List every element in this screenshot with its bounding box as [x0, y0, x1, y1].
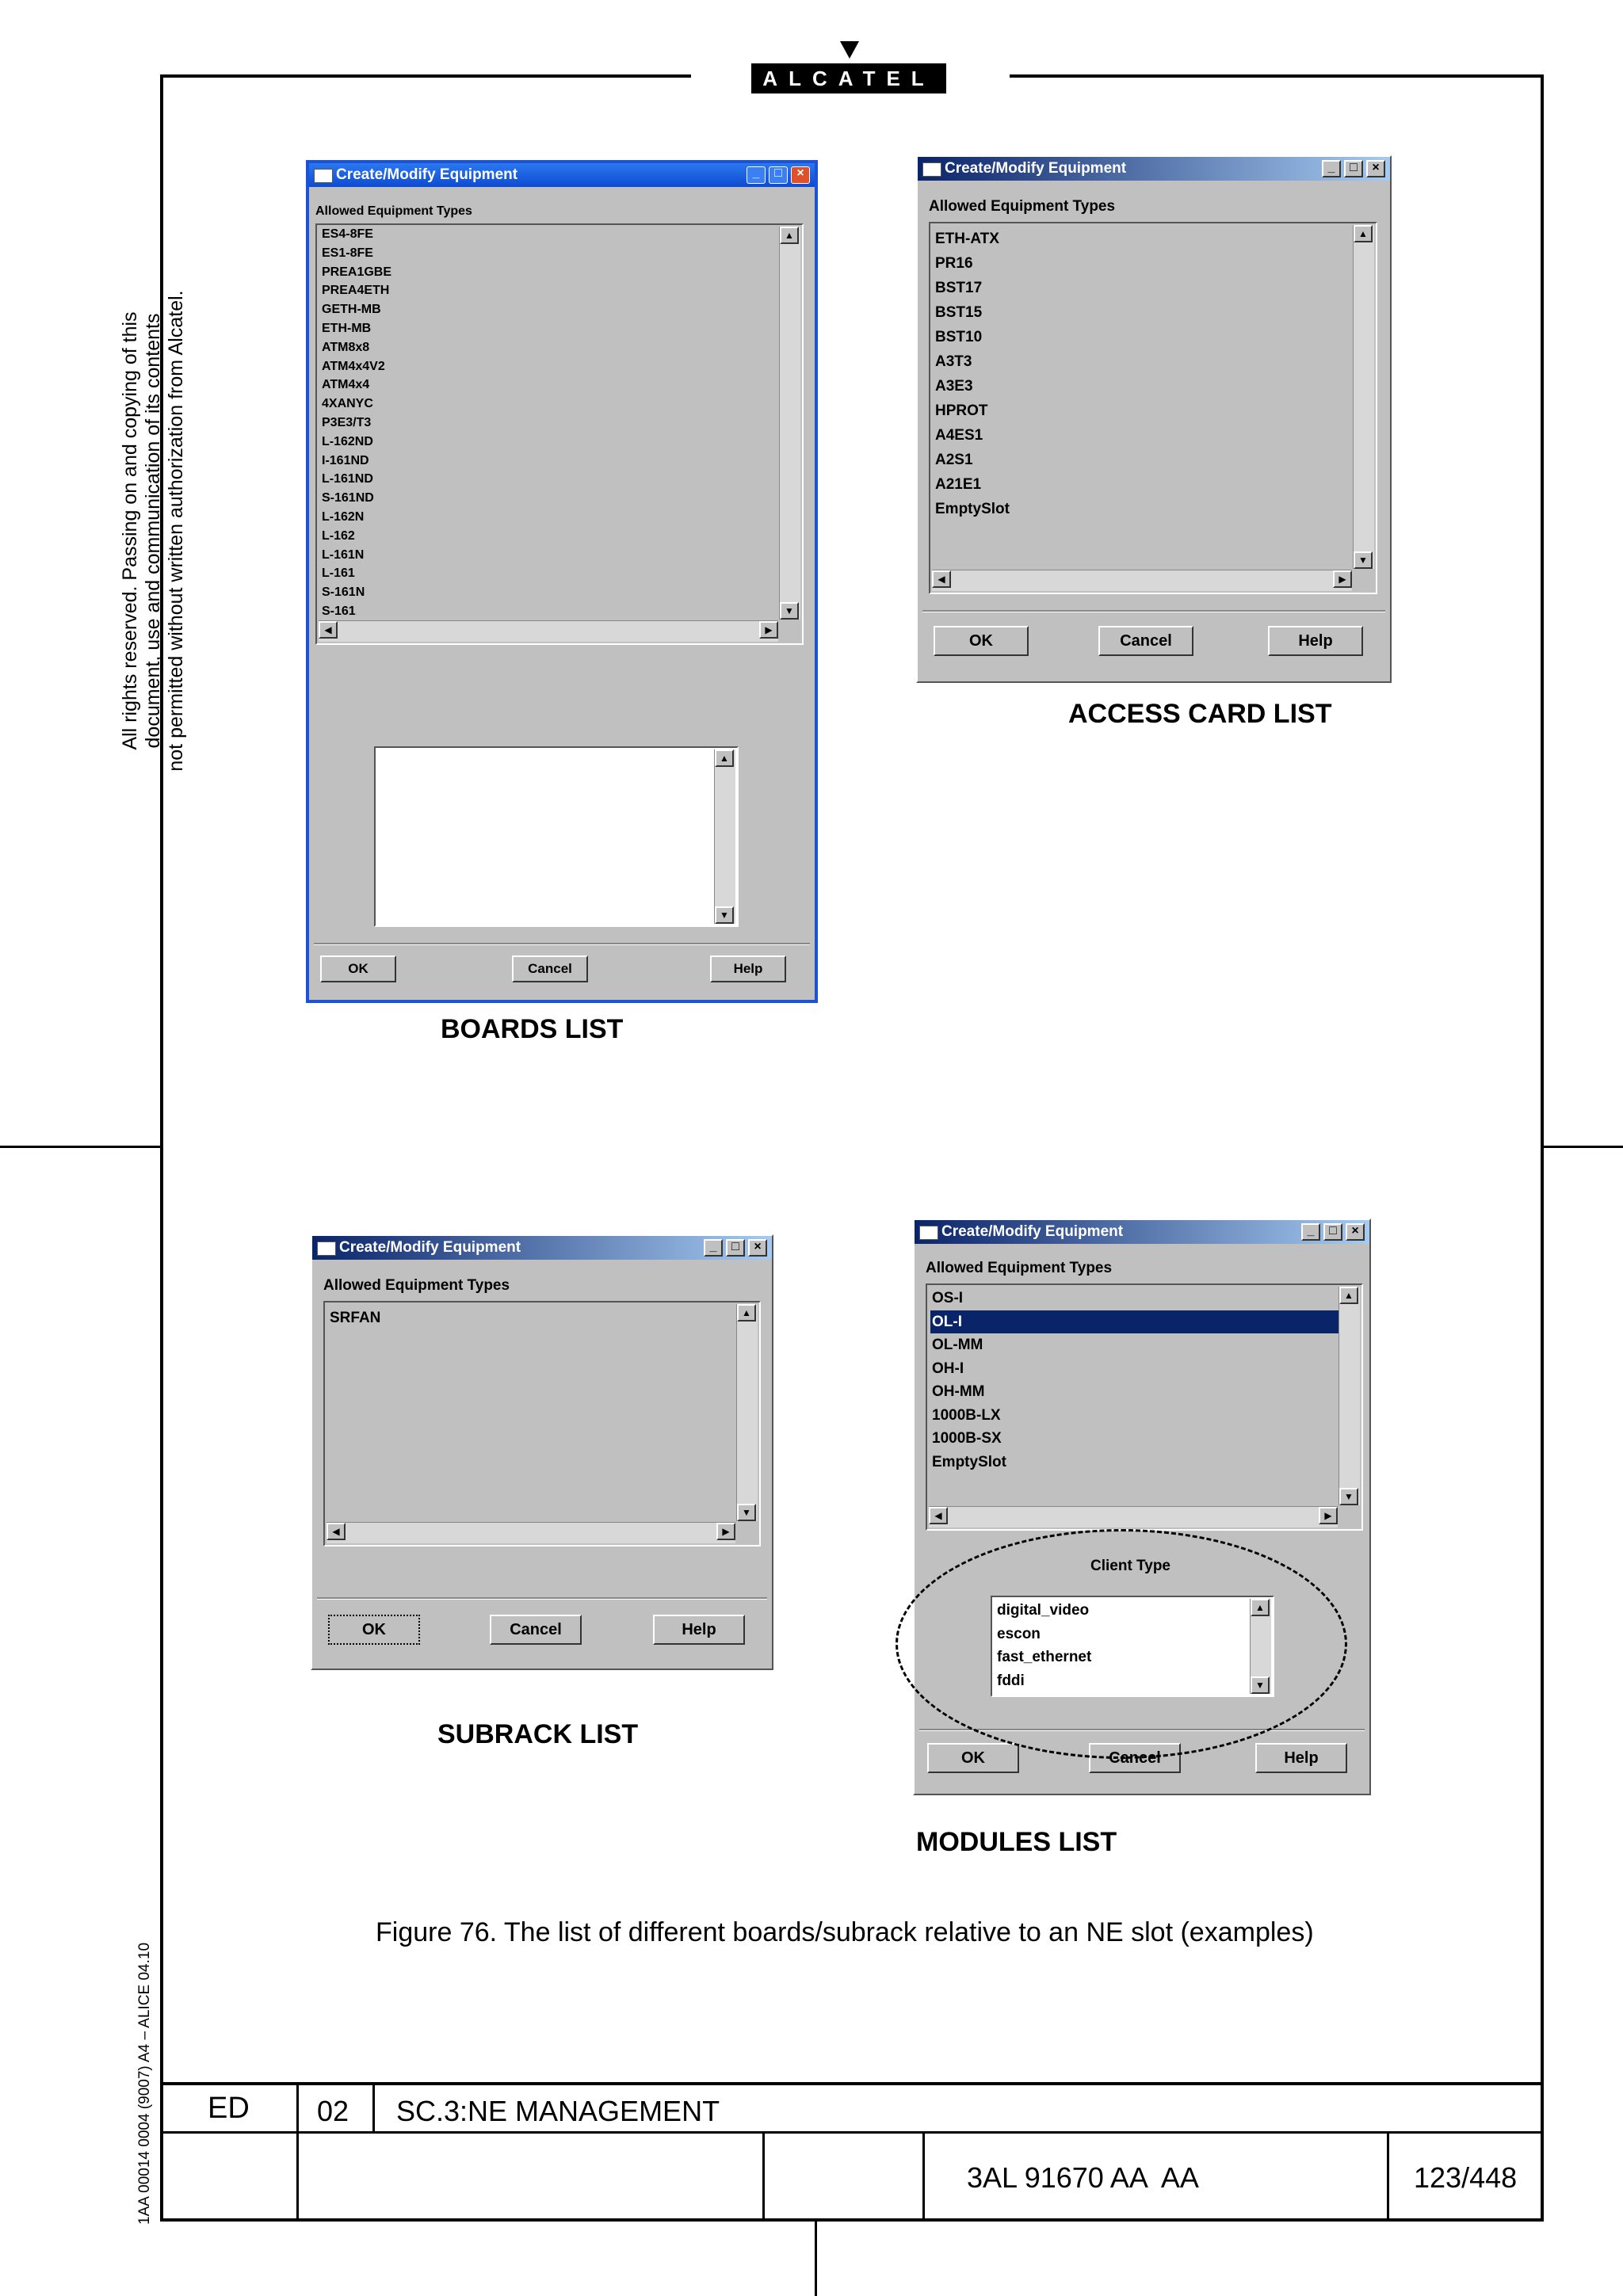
- list-item[interactable]: L-162ND: [322, 434, 373, 448]
- list-label: Allowed Equipment Types: [323, 1277, 510, 1294]
- access-titlebar: [918, 157, 1390, 181]
- subrack-titlebar: [312, 1236, 772, 1260]
- list-item[interactable]: HPROT: [935, 402, 988, 419]
- footer-line-top: [160, 2082, 1544, 2085]
- scroll-right-icon[interactable]: ▶: [1333, 570, 1352, 588]
- ok-button[interactable]: OK: [934, 626, 1029, 656]
- page-frame-bottom: [160, 2218, 1544, 2222]
- vertical-scrollbar[interactable]: [736, 1304, 758, 1521]
- footer-line-middle: [160, 2131, 1544, 2134]
- equipment-types-list[interactable]: [929, 222, 1377, 594]
- list-item[interactable]: ATM8x8: [322, 340, 370, 354]
- help-button[interactable]: Help: [1268, 626, 1363, 656]
- ok-button[interactable]: OK: [320, 955, 396, 982]
- equipment-types-list[interactable]: [926, 1283, 1363, 1531]
- footer-divider: [762, 2131, 765, 2218]
- list-item[interactable]: OH-MM: [932, 1383, 985, 1400]
- list-item[interactable]: A4ES1: [935, 427, 983, 444]
- list-item[interactable]: SRFAN: [330, 1310, 381, 1326]
- client-type-label: Client Type: [1090, 1558, 1170, 1574]
- copyright-line: document, use and communication of its contents: [142, 313, 164, 749]
- list-item[interactable]: ATM4x4: [322, 378, 370, 392]
- subrack-window: [311, 1234, 773, 1670]
- scroll-up-icon[interactable]: ▲: [1251, 1599, 1270, 1616]
- list-item[interactable]: L-162: [322, 528, 355, 543]
- equipment-types-list[interactable]: [323, 1301, 761, 1547]
- footer-divider: [922, 2131, 925, 2218]
- minimize-icon[interactable]: _: [1322, 160, 1341, 177]
- list-item[interactable]: L-161N: [322, 547, 365, 562]
- list-item[interactable]: BST15: [935, 304, 983, 321]
- boards-titlebar: [309, 163, 815, 187]
- window-title: Create/Modify Equipment: [941, 1223, 1124, 1240]
- page-frame-top-right: [1010, 74, 1544, 78]
- scroll-down-icon[interactable]: ▼: [780, 602, 799, 620]
- list-item[interactable]: L-161ND: [322, 472, 373, 486]
- list-item[interactable]: A3T3: [935, 353, 972, 370]
- list-item[interactable]: EmptySlot: [935, 501, 1010, 517]
- window-icon: [314, 169, 333, 183]
- vertical-scrollbar[interactable]: [714, 749, 735, 924]
- list-item[interactable]: A2S1: [935, 452, 973, 468]
- divider: [922, 610, 1385, 612]
- list-item[interactable]: OH-I: [932, 1360, 964, 1377]
- list-item[interactable]: ES4-8FE: [322, 227, 373, 241]
- ok-button[interactable]: OK: [328, 1615, 420, 1645]
- list-item[interactable]: 1000B-LX: [932, 1406, 1001, 1424]
- scroll-left-icon[interactable]: ◀: [932, 570, 951, 588]
- scroll-right-icon[interactable]: ▶: [1319, 1507, 1338, 1524]
- close-icon[interactable]: ×: [1346, 1223, 1365, 1241]
- footer-doc-number: 3AL 91670 AA AA: [967, 2161, 1199, 2194]
- figure-caption: Figure 76. The list of different boards/subrack relative to an NE slot (examples): [376, 1917, 1314, 1947]
- scroll-left-icon[interactable]: ◀: [319, 621, 338, 639]
- close-icon[interactable]: ×: [1366, 160, 1385, 177]
- footer-ed-label: ED: [208, 2092, 250, 2125]
- divider: [317, 1597, 767, 1600]
- scroll-left-icon[interactable]: ◀: [327, 1523, 346, 1540]
- list-item[interactable]: BST10: [935, 329, 983, 345]
- vertical-scrollbar[interactable]: [1353, 225, 1374, 569]
- copyright-notice: [119, 261, 188, 800]
- window-title: Create/Modify Equipment: [336, 166, 518, 183]
- list-item[interactable]: OL-I: [930, 1310, 1339, 1334]
- list-item[interactable]: ES1-8FE: [322, 246, 373, 260]
- list-item[interactable]: OS-I: [932, 1290, 964, 1306]
- window-icon: [919, 1226, 938, 1240]
- scroll-down-icon[interactable]: ▼: [715, 906, 734, 924]
- list-item[interactable]: ETH-MB: [322, 321, 372, 335]
- close-icon[interactable]: ×: [748, 1239, 767, 1257]
- list-item[interactable]: S-161ND: [322, 491, 374, 505]
- footer-section: SC.3:NE MANAGEMENT: [396, 2095, 720, 2127]
- minimize-icon[interactable]: _: [1301, 1223, 1320, 1241]
- window-icon: [317, 1241, 336, 1256]
- help-button[interactable]: Help: [1255, 1743, 1347, 1773]
- scroll-down-icon[interactable]: ▼: [737, 1504, 756, 1521]
- horizontal-scrollbar[interactable]: [319, 620, 778, 642]
- list-item[interactable]: PREA4ETH: [322, 284, 390, 298]
- horizontal-scrollbar[interactable]: [932, 570, 1352, 591]
- list-item[interactable]: 4XANYC: [322, 397, 373, 411]
- scroll-up-icon[interactable]: ▲: [737, 1304, 756, 1322]
- fold-mark-bottom: [815, 2222, 817, 2296]
- scroll-down-icon[interactable]: ▼: [1251, 1676, 1270, 1694]
- list-item[interactable]: A3E3: [935, 378, 973, 395]
- maximize-icon[interactable]: □: [769, 166, 788, 184]
- scroll-down-icon[interactable]: ▼: [1339, 1488, 1358, 1505]
- list-item[interactable]: L-161: [322, 566, 355, 581]
- list-item[interactable]: OL-MM: [932, 1337, 983, 1353]
- maximize-icon[interactable]: □: [1323, 1223, 1342, 1241]
- footer-divider: [372, 2082, 375, 2131]
- page-frame-right: [1541, 74, 1544, 2222]
- scroll-up-icon[interactable]: ▲: [1354, 225, 1373, 242]
- list-label: Allowed Equipment Types: [929, 198, 1116, 215]
- copyright-line: All rights reserved. Passing on and copying of this: [119, 311, 141, 750]
- list-item[interactable]: fddi: [997, 1672, 1025, 1689]
- fold-mark-right: [1544, 1146, 1623, 1148]
- list-item[interactable]: digital_video: [997, 1602, 1090, 1619]
- cancel-button[interactable]: Cancel: [1089, 1743, 1181, 1773]
- minimize-icon[interactable]: _: [704, 1239, 723, 1257]
- list-item[interactable]: ATM4x4V2: [322, 359, 385, 373]
- copyright-line: not permitted without written authorization from Alcatel.: [165, 290, 187, 772]
- description-box[interactable]: [374, 746, 739, 927]
- list-item[interactable]: escon: [997, 1625, 1041, 1642]
- boards-list-caption: BOARDS LIST: [441, 1014, 624, 1044]
- fold-mark-left: [0, 1146, 160, 1148]
- modules-list-caption: MODULES LIST: [916, 1827, 1117, 1857]
- cancel-button[interactable]: Cancel: [512, 955, 588, 982]
- close-icon[interactable]: ×: [791, 166, 810, 184]
- scroll-up-icon[interactable]: ▲: [1339, 1287, 1358, 1304]
- footer-divider: [1387, 2131, 1389, 2218]
- window-icon: [922, 162, 941, 177]
- help-button[interactable]: Help: [653, 1615, 745, 1645]
- maximize-icon[interactable]: □: [1344, 160, 1363, 177]
- list-item[interactable]: fast_ethernet: [997, 1649, 1092, 1665]
- minimize-icon[interactable]: _: [747, 166, 766, 184]
- scroll-up-icon[interactable]: ▲: [780, 227, 799, 244]
- equipment-types-list[interactable]: [315, 223, 804, 645]
- list-item[interactable]: EmptySlot: [932, 1453, 1006, 1470]
- access-card-list-caption: ACCESS CARD LIST: [1068, 699, 1332, 729]
- list-item[interactable]: BST17: [935, 280, 983, 296]
- list-item[interactable]: A21E1: [935, 476, 982, 493]
- modules-titlebar: [915, 1220, 1369, 1244]
- cancel-button[interactable]: Cancel: [490, 1615, 582, 1645]
- horizontal-scrollbar[interactable]: [929, 1506, 1338, 1527]
- footer-page-number: 123/448: [1414, 2161, 1518, 2194]
- vertical-scrollbar[interactable]: [779, 227, 800, 620]
- window-title: Create/Modify Equipment: [339, 1239, 521, 1256]
- divider: [314, 943, 810, 945]
- footer-ed-value: 02: [317, 2095, 349, 2127]
- alcatel-logo: ALCATEL: [751, 63, 946, 93]
- vertical-scrollbar[interactable]: [1338, 1287, 1360, 1505]
- scroll-right-icon[interactable]: ▶: [716, 1523, 735, 1540]
- scroll-left-icon[interactable]: ◀: [929, 1507, 948, 1524]
- list-label: Allowed Equipment Types: [926, 1260, 1113, 1276]
- access-card-window: [916, 155, 1392, 683]
- list-item[interactable]: PR16: [935, 255, 973, 272]
- list-item[interactable]: P3E3/T3: [322, 415, 372, 429]
- window-title: Create/Modify Equipment: [945, 160, 1127, 177]
- list-item[interactable]: I-161ND: [322, 453, 369, 467]
- highlight-ellipse: [896, 1529, 1347, 1759]
- scroll-right-icon[interactable]: ▶: [759, 621, 778, 639]
- help-button[interactable]: Help: [710, 955, 786, 982]
- form-reference: 1AA 00014 0004 (9007) A4 – ALICE 04.10: [136, 1942, 153, 2225]
- list-item[interactable]: S-161: [322, 604, 356, 618]
- list-item[interactable]: GETH-MB: [322, 303, 381, 317]
- horizontal-scrollbar[interactable]: [327, 1522, 735, 1543]
- ok-button[interactable]: OK: [927, 1743, 1019, 1773]
- maximize-icon[interactable]: □: [726, 1239, 745, 1257]
- scroll-down-icon[interactable]: ▼: [1354, 551, 1373, 569]
- cancel-button[interactable]: Cancel: [1098, 626, 1193, 656]
- page-frame-top-left: [160, 74, 691, 78]
- list-label: Allowed Equipment Types: [315, 204, 472, 218]
- list-item[interactable]: S-161N: [322, 585, 365, 600]
- scroll-up-icon[interactable]: ▲: [715, 749, 734, 767]
- list-item[interactable]: L-162N: [322, 509, 365, 524]
- subrack-list-caption: SUBRACK LIST: [437, 1719, 639, 1749]
- list-item[interactable]: ETH-ATX: [935, 231, 999, 247]
- list-item[interactable]: 1000B-SX: [932, 1430, 1002, 1447]
- boards-window: [306, 160, 818, 1003]
- alcatel-logo-icon: [840, 41, 859, 59]
- list-item[interactable]: PREA1GBE: [322, 265, 392, 279]
- footer-divider: [296, 2082, 299, 2218]
